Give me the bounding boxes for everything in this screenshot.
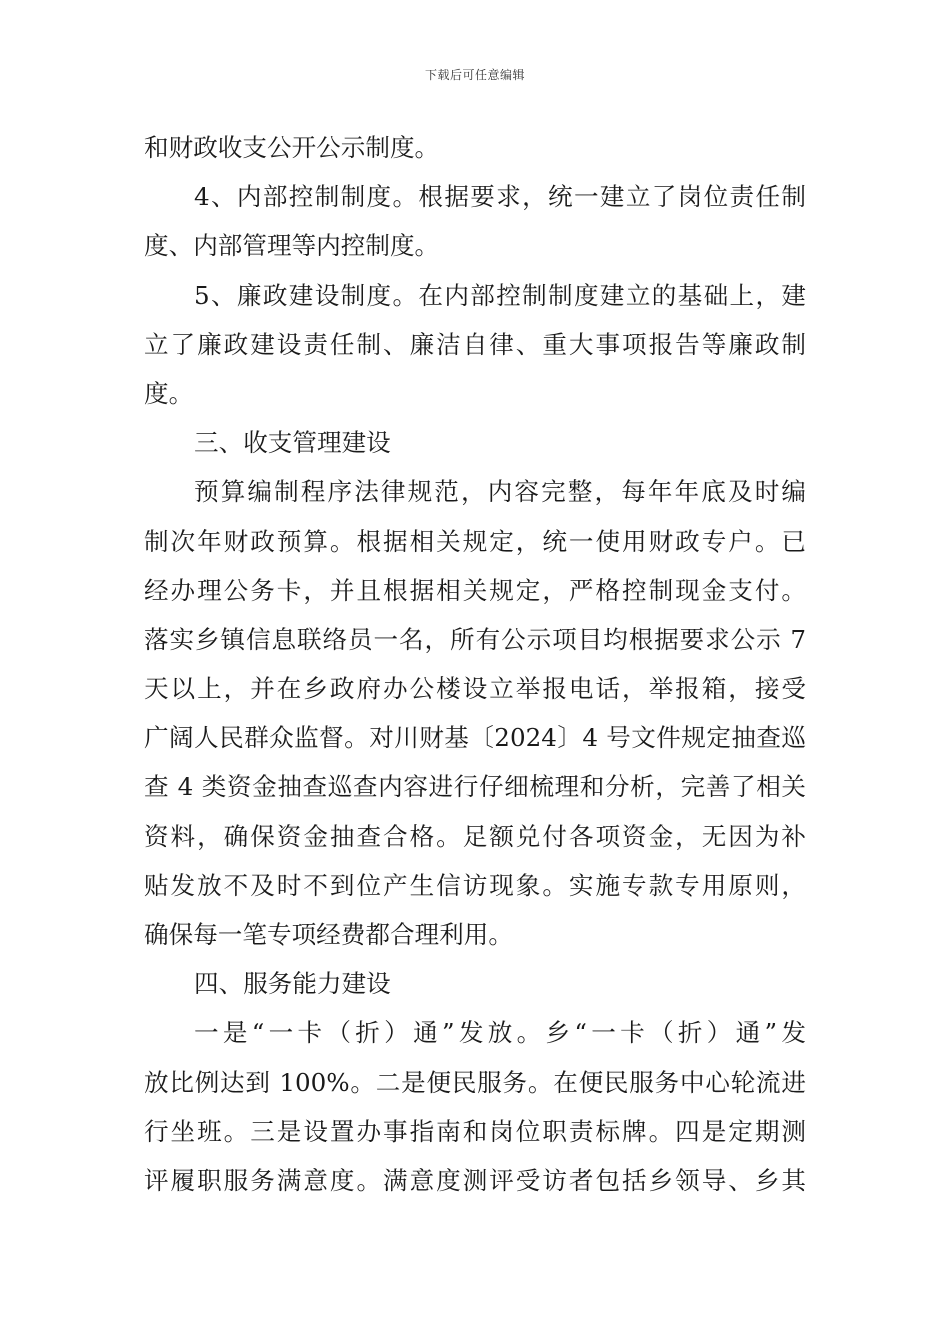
text-line-20: 放比例达到 100%。二是便民服务。在便民服务中心轮流进 — [144, 1067, 806, 1097]
text-line-16: 贴发放不及时不到位产生信访现象。实施专款专用原则， — [144, 870, 806, 900]
text-line-13: 广阔人民群众监督。对川财基〔2024〕4 号文件规定抽查巡 — [144, 723, 806, 753]
text-line-2: 4、内部控制制度。根据要求，统一建立了岗位责任制 — [194, 182, 806, 212]
text-line-4: 5、廉政建设制度。在内部控制制度建立的基础上，建 — [194, 280, 806, 310]
text-line-15: 资料，确保资金抽查合格。足额兑付各项资金，无因为补 — [144, 821, 806, 851]
text-line-5: 立了廉政建设责任制、廉洁自律、重大事项报告等廉政制 — [144, 329, 806, 359]
text-line-22: 评履职服务满意度。满意度测评受访者包括乡领导、乡其 — [144, 1165, 806, 1195]
text-line-8: 预算编制程序法律规范，内容完整，每年年底及时编 — [194, 477, 806, 507]
text-line-14: 查 4 类资金抽查巡查内容进行仔细梳理和分析，完善了相关 — [144, 772, 806, 802]
section-heading-3: 三、收支管理建设 — [194, 428, 391, 458]
text-line-12: 天以上，并在乡政府办公楼设立举报电话，举报箱，接受 — [144, 674, 806, 704]
text-line-9: 制次年财政预算。根据相关规定，统一使用财政专户。已 — [144, 526, 806, 556]
document-body — [144, 123, 806, 1205]
section-heading-4: 四、服务能力建设 — [194, 969, 391, 999]
text-line-6: 度。 — [144, 378, 194, 408]
text-line-17: 确保每一笔专项经费都合理利用。 — [144, 920, 513, 949]
text-line-1: 和财政收支公开公示制度。 — [144, 133, 440, 162]
page-header: 下载后可任意编辑 — [424, 68, 525, 82]
text-line-11: 落实乡镇信息联络员一名，所有公示项目均根据要求公示 7 — [144, 624, 806, 654]
text-line-3: 度、内部管理等内控制度。 — [144, 231, 440, 261]
text-line-10: 经办理公务卡，并且根据相关规定，严格控制现金支付。 — [144, 575, 806, 605]
text-line-21: 行坐班。三是设置办事指南和岗位职责标牌。四是定期测 — [144, 1116, 806, 1146]
text-line-19: 一是“一卡（折）通”发放。乡“一卡（折）通”发 — [194, 1018, 806, 1048]
